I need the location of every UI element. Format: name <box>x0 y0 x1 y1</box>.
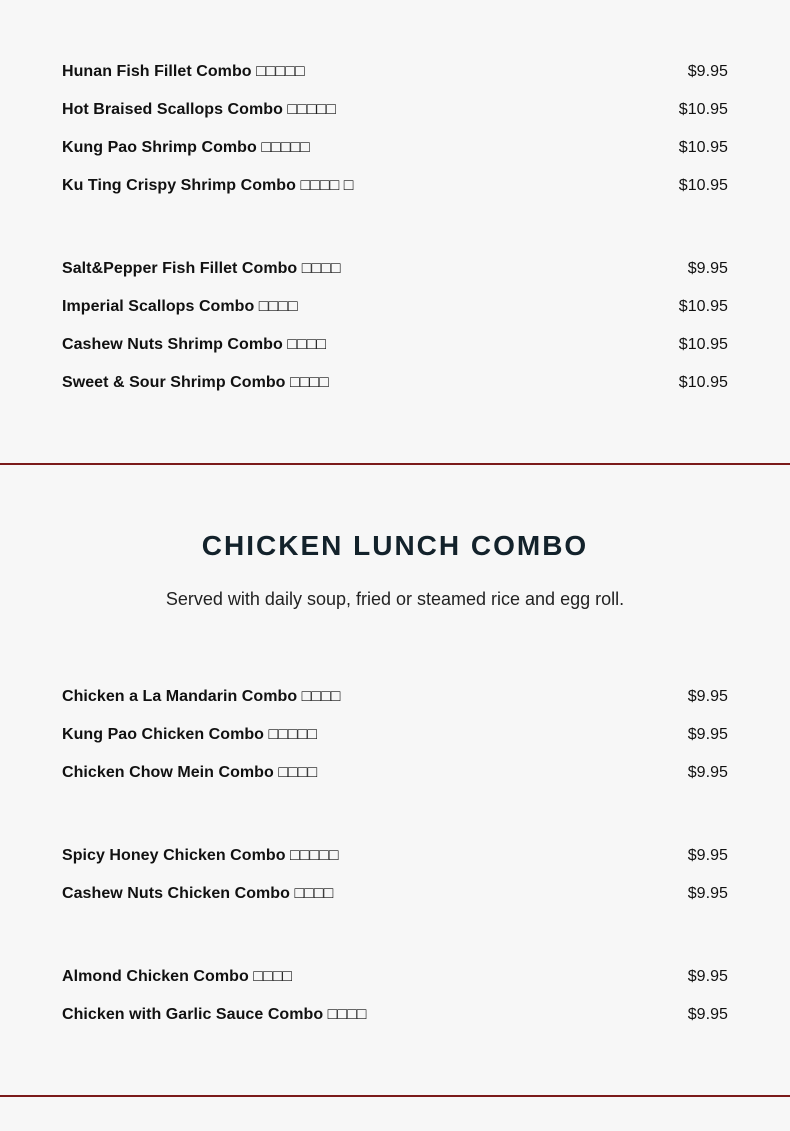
menu-item-name: Cashew Nuts Shrimp Combo □□□□ <box>62 336 327 353</box>
menu-item-price: $10.95 <box>678 139 728 156</box>
menu-item <box>62 882 728 906</box>
menu-item-price: $9.95 <box>687 726 728 743</box>
menu-item-price: $10.95 <box>678 374 728 391</box>
menu-item-price: $9.95 <box>687 885 728 902</box>
menu-item <box>62 60 728 84</box>
section-subtitle: Served with daily soup, fried or steamed rice and egg roll. <box>165 589 625 609</box>
menu-item-price: $9.95 <box>687 968 728 985</box>
menu-item-price: $9.95 <box>687 764 728 781</box>
menu-item <box>62 174 728 198</box>
menu-item-price: $9.95 <box>687 1006 728 1023</box>
menu-item-name: Spicy Honey Chicken Combo □□□□□ <box>62 847 339 864</box>
menu-item <box>62 685 728 709</box>
menu-item <box>62 723 728 747</box>
menu-item-name: Chicken with Garlic Sauce Combo □□□□ <box>62 1006 367 1023</box>
menu-item-price: $10.95 <box>678 298 728 315</box>
menu-item-name: Kung Pao Shrimp Combo □□□□□ <box>62 139 310 156</box>
menu-item-price: $9.95 <box>687 847 728 864</box>
menu-item <box>62 333 728 357</box>
menu-item-name: Imperial Scallops Combo □□□□ <box>62 298 298 315</box>
section-title: CHICKEN LUNCH COMBO <box>201 530 589 561</box>
menu-item <box>62 295 728 319</box>
menu-item-name: Chicken Chow Mein Combo □□□□ <box>62 764 318 781</box>
menu-item-price: $9.95 <box>687 63 728 80</box>
menu-item-name: Cashew Nuts Chicken Combo □□□□ <box>62 885 334 902</box>
menu-item-name: Sweet & Sour Shrimp Combo □□□□ <box>62 374 329 391</box>
menu-item <box>62 136 728 160</box>
menu-item-name: Hot Braised Scallops Combo □□□□□ <box>62 101 336 118</box>
menu-item <box>62 371 728 395</box>
menu-item-price: $9.95 <box>687 260 728 277</box>
menu-item-name: Hunan Fish Fillet Combo □□□□□ <box>62 63 305 80</box>
menu-item <box>62 965 728 989</box>
section-divider <box>0 463 790 465</box>
menu-item-name: Kung Pao Chicken Combo □□□□□ <box>62 726 318 743</box>
menu-item <box>62 761 728 785</box>
section-divider <box>0 1095 790 1097</box>
menu-item-price: $10.95 <box>678 101 728 118</box>
menu-item-price: $10.95 <box>678 336 728 353</box>
menu-item <box>62 1003 728 1027</box>
menu-item-name: Salt&Pepper Fish Fillet Combo □□□□ <box>62 260 341 277</box>
menu-item <box>62 98 728 122</box>
menu-item-name: Chicken a La Mandarin Combo □□□□ <box>62 688 341 705</box>
menu-item-name: Ku Ting Crispy Shrimp Combo □□□□ □ <box>62 177 354 194</box>
menu-item-price: $10.95 <box>678 177 728 194</box>
menu-item-name: Almond Chicken Combo □□□□ <box>62 968 293 985</box>
menu-item <box>62 257 728 281</box>
menu-item-price: $9.95 <box>687 688 728 705</box>
menu-item <box>62 844 728 868</box>
